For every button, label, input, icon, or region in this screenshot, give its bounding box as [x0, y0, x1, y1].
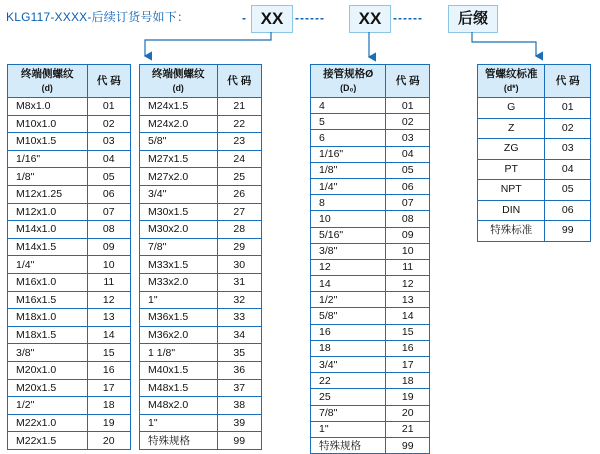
spec-cell: 6 — [311, 130, 386, 146]
spec-cell: 特殊标准 — [478, 221, 545, 242]
code-cell: 33 — [217, 309, 261, 327]
table-row — [311, 178, 430, 194]
arrow-to-standard-table — [472, 32, 536, 56]
code-box-2-text: XX — [358, 9, 382, 28]
spec-cell: M33x1.5 — [140, 256, 218, 274]
table-row — [8, 256, 131, 274]
code-cell: 34 — [217, 326, 261, 344]
code-cell: 02 — [87, 115, 130, 133]
spec-cell: 5/8" — [140, 133, 218, 151]
spec-cell: 1/16" — [311, 146, 386, 162]
spec-cell: M20x1.5 — [8, 379, 88, 397]
arrow-to-thread-tables — [145, 32, 271, 56]
code-cell: 38 — [217, 397, 261, 415]
tube-size-table — [310, 64, 430, 454]
code-cell: 11 — [386, 259, 430, 275]
table-row — [8, 361, 131, 379]
tube-size-table-header-spec — [311, 65, 386, 98]
table-row — [140, 414, 262, 432]
code-cell: 99 — [386, 437, 430, 453]
code-cell: 39 — [217, 414, 261, 432]
spec-cell: 1" — [311, 421, 386, 437]
table-row — [140, 185, 262, 203]
spec-cell: M14x1.5 — [8, 238, 88, 256]
code-cell: 08 — [386, 211, 430, 227]
spec-cell: M10x1.5 — [8, 133, 88, 151]
table-row — [478, 159, 591, 180]
table-row — [311, 389, 430, 405]
table-row — [8, 115, 131, 133]
code-cell: 25 — [217, 168, 261, 186]
spec-cell: M16x1.5 — [8, 291, 88, 309]
table-row — [140, 326, 262, 344]
table-row — [8, 238, 131, 256]
table-row — [140, 397, 262, 415]
spec-cell: 7/8" — [311, 405, 386, 421]
code-cell: 06 — [386, 178, 430, 194]
code-cell: 04 — [545, 159, 591, 180]
code-cell: 23 — [217, 133, 261, 151]
spec-cell: M12x1.0 — [8, 203, 88, 221]
spec-cell: 3/4" — [311, 357, 386, 373]
separator-2: ------ — [393, 11, 423, 25]
table-row — [311, 243, 430, 259]
thread-table-1-header-spec — [8, 65, 88, 98]
code-cell: 31 — [217, 273, 261, 291]
spec-cell: 1/16" — [8, 150, 88, 168]
standard-table-header-spec — [478, 65, 545, 98]
table-row — [478, 200, 591, 221]
table-row — [140, 221, 262, 239]
header-label: 接管规格Ø — [323, 68, 374, 80]
code-cell: 37 — [217, 379, 261, 397]
spec-cell: 12 — [311, 259, 386, 275]
code-cell: 18 — [87, 397, 130, 415]
table-row — [140, 309, 262, 327]
spec-cell: 1/2" — [8, 397, 88, 415]
spec-cell: Z — [478, 118, 545, 139]
code-cell: 05 — [386, 162, 430, 178]
code-cell: 07 — [87, 203, 130, 221]
table-row — [140, 379, 262, 397]
code-cell: 21 — [217, 98, 261, 116]
code-cell: 26 — [217, 185, 261, 203]
table-row — [8, 309, 131, 327]
code-cell: 16 — [386, 340, 430, 356]
table-row — [140, 133, 262, 151]
table-row — [8, 98, 131, 116]
code-cell: 02 — [386, 114, 430, 130]
code-cell: 03 — [87, 133, 130, 151]
table-row — [8, 185, 131, 203]
header-label: 管螺纹标准 — [484, 68, 538, 80]
table-row — [311, 259, 430, 275]
code-cell: 09 — [87, 238, 130, 256]
spec-cell: 特殊规格 — [140, 432, 218, 450]
code-cell: 05 — [545, 180, 591, 201]
table-row — [311, 98, 430, 114]
code-cell: 20 — [386, 405, 430, 421]
thread-table-1 — [7, 64, 131, 450]
table-row — [8, 150, 131, 168]
spec-cell: M33x2.0 — [140, 273, 218, 291]
connector-arrows — [0, 0, 600, 70]
spec-cell: 4 — [311, 98, 386, 114]
code-cell: 04 — [87, 150, 130, 168]
thread-table-2-header-code: 代 码 — [217, 65, 261, 98]
code-cell: 27 — [217, 203, 261, 221]
code-cell: 04 — [386, 146, 430, 162]
spec-cell: 1/4" — [311, 178, 386, 194]
header-sublabel: (d) — [172, 83, 184, 93]
spec-cell: 1" — [140, 291, 218, 309]
spec-cell: M30x2.0 — [140, 221, 218, 239]
spec-cell: M36x2.0 — [140, 326, 218, 344]
table-row — [478, 180, 591, 201]
spec-cell: 22 — [311, 373, 386, 389]
lead-dash: - — [242, 11, 247, 25]
spec-cell: M18x1.0 — [8, 309, 88, 327]
spec-cell: M48x1.5 — [140, 379, 218, 397]
table-row — [311, 421, 430, 437]
spec-cell: 18 — [311, 340, 386, 356]
table-row — [140, 115, 262, 133]
table-row — [8, 432, 131, 450]
table-row — [140, 98, 262, 116]
code-cell: 02 — [545, 118, 591, 139]
table-row — [311, 324, 430, 340]
table-row — [311, 292, 430, 308]
table-row — [311, 308, 430, 324]
spec-cell: M27x1.5 — [140, 150, 218, 168]
code-cell: 05 — [87, 168, 130, 186]
spec-cell: 5/16" — [311, 227, 386, 243]
spec-cell: G — [478, 98, 545, 119]
code-cell: 19 — [87, 414, 130, 432]
code-cell: 01 — [87, 98, 130, 116]
table-row — [8, 221, 131, 239]
spec-cell: M14x1.0 — [8, 221, 88, 239]
spec-cell: 7/8" — [140, 238, 218, 256]
spec-cell: M22x1.0 — [8, 414, 88, 432]
spec-cell: M48x2.0 — [140, 397, 218, 415]
code-cell: 13 — [87, 309, 130, 327]
spec-cell: 25 — [311, 389, 386, 405]
table-row — [140, 203, 262, 221]
code-cell: 06 — [87, 185, 130, 203]
thread-table-1-header-code: 代 码 — [87, 65, 130, 98]
table-row — [311, 211, 430, 227]
table-row — [140, 432, 262, 450]
spec-cell: M18x1.5 — [8, 326, 88, 344]
header-sublabel: (d*) — [503, 83, 519, 93]
spec-cell: 1/8" — [8, 168, 88, 186]
code-cell: 24 — [217, 150, 261, 168]
spec-cell: M30x1.5 — [140, 203, 218, 221]
spec-cell: 3/8" — [311, 243, 386, 259]
code-cell: 18 — [386, 373, 430, 389]
spec-cell: 10 — [311, 211, 386, 227]
table-row — [478, 118, 591, 139]
spec-cell: 14 — [311, 276, 386, 292]
code-cell: 21 — [386, 421, 430, 437]
header-sublabel: (D₀) — [340, 83, 357, 93]
code-cell: 22 — [217, 115, 261, 133]
code-cell: 99 — [545, 221, 591, 242]
spec-cell: 5/8" — [311, 308, 386, 324]
thread-table-2 — [139, 64, 262, 450]
code-cell: 14 — [87, 326, 130, 344]
code-cell: 36 — [217, 361, 261, 379]
code-cell: 32 — [217, 291, 261, 309]
spec-cell: 16 — [311, 324, 386, 340]
header-label: 终端侧螺纹 — [152, 68, 205, 80]
code-cell: 09 — [386, 227, 430, 243]
spec-cell: 3/8" — [8, 344, 88, 362]
code-cell: 01 — [545, 98, 591, 119]
table-row — [8, 273, 131, 291]
table-row — [140, 344, 262, 362]
spec-cell: M12x1.25 — [8, 185, 88, 203]
header-label: 终端侧螺纹 — [21, 68, 74, 80]
table-row — [311, 357, 430, 373]
code-box-1-text: XX — [260, 9, 284, 28]
table-row — [140, 291, 262, 309]
code-cell: 13 — [386, 292, 430, 308]
code-cell: 29 — [217, 238, 261, 256]
table-row — [140, 273, 262, 291]
table-row — [311, 114, 430, 130]
code-cell: 28 — [217, 221, 261, 239]
spec-cell: 1/8" — [311, 162, 386, 178]
pipe-thread-standard-table — [477, 64, 591, 242]
separator-1: ------ — [295, 11, 325, 25]
table-row — [311, 130, 430, 146]
standard-table-header-code: 代 码 — [545, 65, 591, 98]
spec-cell: 3/4" — [140, 185, 218, 203]
tube-size-table-header-code: 代 码 — [386, 65, 430, 98]
spec-cell: M40x1.5 — [140, 361, 218, 379]
table-row — [140, 168, 262, 186]
table-row — [311, 437, 430, 453]
code-cell: 11 — [87, 273, 130, 291]
code-cell: 17 — [386, 357, 430, 373]
spec-cell: M8x1.0 — [8, 98, 88, 116]
code-cell: 15 — [87, 344, 130, 362]
table-row — [140, 238, 262, 256]
spec-cell: M16x1.0 — [8, 273, 88, 291]
table-row — [311, 373, 430, 389]
code-cell: 17 — [87, 379, 130, 397]
spec-cell: 特殊规格 — [311, 437, 386, 453]
code-cell: 10 — [87, 256, 130, 274]
code-cell: 12 — [87, 291, 130, 309]
table-row — [8, 326, 131, 344]
table-row — [311, 276, 430, 292]
table-row — [8, 168, 131, 186]
code-cell: 10 — [386, 243, 430, 259]
spec-cell: PT — [478, 159, 545, 180]
spec-cell: DIN — [478, 200, 545, 221]
code-cell: 15 — [386, 324, 430, 340]
code-cell: 16 — [87, 361, 130, 379]
table-row — [140, 361, 262, 379]
table-row — [8, 203, 131, 221]
table-row — [8, 291, 131, 309]
spec-cell: 8 — [311, 195, 386, 211]
table-row — [478, 98, 591, 119]
spec-cell: M22x1.5 — [8, 432, 88, 450]
spec-cell: NPT — [478, 180, 545, 201]
header-sublabel: (d) — [41, 83, 53, 93]
spec-cell: 1" — [140, 414, 218, 432]
table-row — [140, 150, 262, 168]
code-cell: 14 — [386, 308, 430, 324]
table-row — [311, 405, 430, 421]
code-cell: 99 — [217, 432, 261, 450]
page-title: KLG117-XXXX-后续订货号如下： — [6, 10, 190, 24]
spec-cell: M24x2.0 — [140, 115, 218, 133]
spec-cell: 1 1/8" — [140, 344, 218, 362]
table-row — [311, 227, 430, 243]
table-row — [311, 162, 430, 178]
code-cell: 03 — [545, 139, 591, 160]
table-row — [8, 379, 131, 397]
spec-cell: M36x1.5 — [140, 309, 218, 327]
table-row — [478, 139, 591, 160]
code-cell: 12 — [386, 276, 430, 292]
code-cell: 01 — [386, 98, 430, 114]
spec-cell: M27x2.0 — [140, 168, 218, 186]
spec-cell: ZG — [478, 139, 545, 160]
spec-cell: 1/4" — [8, 256, 88, 274]
code-cell: 08 — [87, 221, 130, 239]
code-cell: 30 — [217, 256, 261, 274]
code-cell: 20 — [87, 432, 130, 450]
spec-cell: M24x1.5 — [140, 98, 218, 116]
code-cell: 35 — [217, 344, 261, 362]
code-cell: 03 — [386, 130, 430, 146]
spec-cell: 1/2" — [311, 292, 386, 308]
thread-table-2-header-spec — [140, 65, 218, 98]
code-cell: 07 — [386, 195, 430, 211]
table-row — [311, 146, 430, 162]
table-row — [140, 256, 262, 274]
code-box-3-text: 后缀 — [457, 10, 488, 27]
spec-cell: M10x1.0 — [8, 115, 88, 133]
table-row — [8, 397, 131, 415]
table-row — [311, 340, 430, 356]
table-row — [8, 344, 131, 362]
spec-cell: M20x1.0 — [8, 361, 88, 379]
table-row — [311, 195, 430, 211]
code-cell: 19 — [386, 389, 430, 405]
table-row — [478, 221, 591, 242]
code-cell: 06 — [545, 200, 591, 221]
spec-cell: 5 — [311, 114, 386, 130]
table-row — [8, 133, 131, 151]
table-row — [8, 414, 131, 432]
